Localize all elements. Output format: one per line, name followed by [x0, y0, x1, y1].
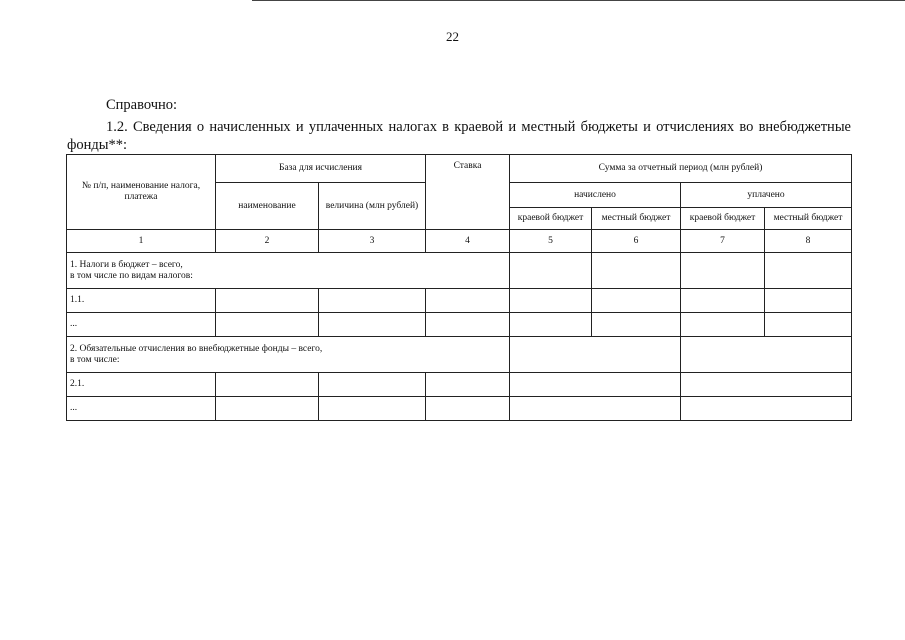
table-cell-paid-total[interactable]	[681, 337, 852, 373]
table-cell[interactable]	[319, 289, 426, 313]
table-cell[interactable]	[681, 253, 765, 289]
table-cell[interactable]	[510, 253, 592, 289]
header-regional-accrued: краевой бюджет	[510, 208, 592, 230]
table-cell[interactable]	[765, 253, 852, 289]
column-number: 8	[765, 230, 852, 253]
row-label: ...	[67, 397, 216, 421]
table-cell[interactable]	[216, 289, 319, 313]
row-label: 1. Налоги в бюджет – всего, в том числе по видам налогов:	[67, 253, 510, 289]
column-number: 4	[426, 230, 510, 253]
table-cell[interactable]	[426, 313, 510, 337]
header-local-accrued: местный бюджет	[592, 208, 681, 230]
table-cell[interactable]	[765, 289, 852, 313]
table-cell-accrued[interactable]	[510, 373, 681, 397]
column-number-row	[67, 230, 852, 253]
column-number: 2	[216, 230, 319, 253]
header-sum: Сумма за отчетный период (млн рублей)	[510, 155, 852, 183]
column-number: 5	[510, 230, 592, 253]
table-cell[interactable]	[681, 313, 765, 337]
header-rate: Ставка	[426, 155, 510, 230]
table-cell-paid[interactable]	[681, 373, 852, 397]
page-number: 22	[446, 29, 459, 44]
table-cell[interactable]	[319, 313, 426, 337]
column-number: 3	[319, 230, 426, 253]
row-label: 1.1.	[67, 289, 216, 313]
reference-label: Справочно:	[106, 97, 178, 113]
table-row-taxes-total	[67, 253, 852, 289]
header-regional-paid: краевой бюджет	[681, 208, 765, 230]
table-cell[interactable]	[216, 313, 319, 337]
header-base: База для исчисления	[216, 155, 426, 183]
table-cell[interactable]	[319, 373, 426, 397]
section-heading	[67, 118, 851, 154]
header-local-paid: местный бюджет	[765, 208, 852, 230]
section-heading-text: 1.2. Сведения о начисленных и уплаченных налогах в краевой и местный бюджеты и отчислениях во внебюджетные фонды**:	[67, 119, 851, 153]
table-cell-accrued-total[interactable]	[510, 337, 681, 373]
table-cell[interactable]	[510, 313, 592, 337]
row-label: 2.1.	[67, 373, 216, 397]
header-item: № п/п, наименование налога, платежа	[67, 155, 216, 230]
top-border-line	[252, 0, 905, 1]
table-row-taxes-1-1	[67, 289, 852, 313]
row-label: 2. Обязательные отчисления во внебюджетные фонды – всего, в том числе:	[67, 337, 510, 373]
table-row-funds-more	[67, 397, 852, 421]
table-cell[interactable]	[765, 313, 852, 337]
table-cell[interactable]	[426, 289, 510, 313]
table-cell-accrued[interactable]	[510, 397, 681, 421]
column-number: 6	[592, 230, 681, 253]
table-cell[interactable]	[592, 313, 681, 337]
report-table	[66, 154, 852, 421]
row-label: ...	[67, 313, 216, 337]
table-cell[interactable]	[592, 289, 681, 313]
table-row-funds-total	[67, 337, 852, 373]
table-cell[interactable]	[319, 397, 426, 421]
column-number: 7	[681, 230, 765, 253]
header-base-value: величина (млн рублей)	[319, 183, 426, 230]
header-base-name: наименование	[216, 183, 319, 230]
table-row-funds-2-1	[67, 373, 852, 397]
table-cell[interactable]	[216, 373, 319, 397]
table-cell-paid[interactable]	[681, 397, 852, 421]
table-row-taxes-more	[67, 313, 852, 337]
header-paid: уплачено	[681, 183, 852, 208]
header-row-1	[67, 155, 852, 183]
table-cell[interactable]	[426, 397, 510, 421]
table-cell[interactable]	[681, 289, 765, 313]
table-cell[interactable]	[426, 373, 510, 397]
header-accrued: начислено	[510, 183, 681, 208]
column-number: 1	[67, 230, 216, 253]
table-cell[interactable]	[510, 289, 592, 313]
table-cell[interactable]	[592, 253, 681, 289]
table-cell[interactable]	[216, 397, 319, 421]
